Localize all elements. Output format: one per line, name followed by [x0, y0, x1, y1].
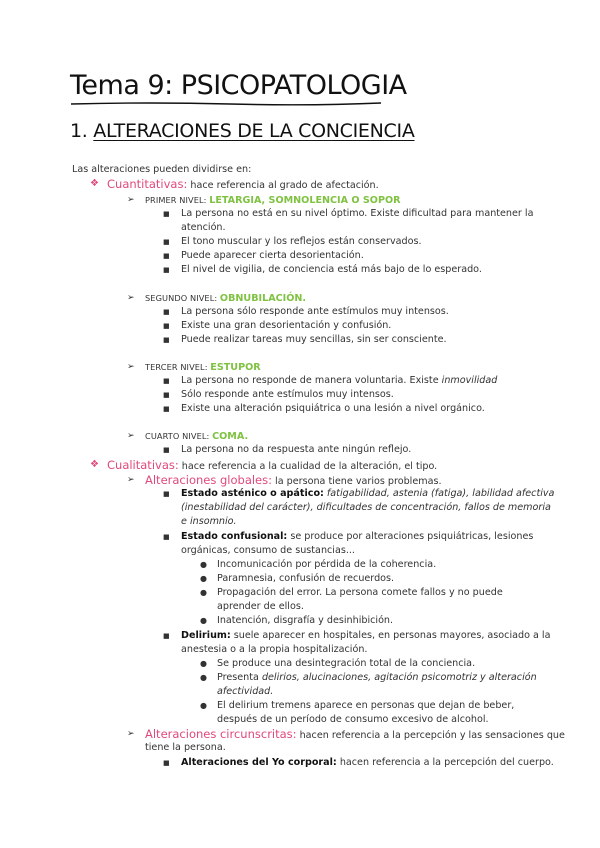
confusional-line-1: Estado confusional: se produce por alteraciones psiquiátricas, lesiones [181, 531, 534, 542]
dot-bullet-icon: ● [200, 560, 207, 569]
section-number: 1. [70, 120, 88, 142]
list-item: Existe una alteración psiquiátrica o una lesión a nivel orgánico. [181, 403, 485, 414]
astenico-line-1: Estado asténico o apático: fatigabilidad, astenia (fatiga), labilidad afectiva [181, 488, 555, 499]
cuantitativas-line: Cuantitativas: hace referencia al grado de afectación. [107, 177, 379, 191]
cualitativas-line: Cualitativas: hace referencia a la cualidad de la alteración, el tipo. [107, 458, 438, 472]
level-3-heading: TERCER NIVEL: ESTUPOR [145, 362, 261, 373]
dot-bullet-icon: ● [200, 673, 207, 682]
square-bullet-icon: ■ [163, 336, 170, 344]
square-bullet-icon: ■ [163, 405, 170, 413]
level-2-heading: SEGUNDO NIVEL: OBNUBILACIÓN. [145, 293, 307, 304]
square-bullet-icon: ■ [163, 308, 170, 316]
list-item: Existe una gran desorientación y confusión. [181, 320, 392, 331]
arrow-bullet-icon: ➢ [127, 475, 135, 485]
list-item: La persona no da respuesta ante ningún reflejo. [181, 444, 412, 455]
astenico-line-3: e insomnio. [181, 516, 237, 527]
list-item: Se produce una desintegración total de la conciencia. [217, 658, 476, 669]
list-item: La persona no está en su nivel óptimo. Existe dificultad para mantener la [181, 208, 534, 219]
arrow-bullet-icon: ➢ [127, 362, 135, 372]
list-item-cont: afectividad. [217, 686, 274, 697]
list-item: El delirium tremens aparece en personas que dejan de beber, [217, 700, 515, 711]
square-bullet-icon: ■ [163, 391, 170, 399]
section-heading [70, 120, 415, 142]
square-bullet-icon: ■ [163, 490, 170, 498]
circunscritas-line-1: Alteraciones circunscritas: hacen referencia a la percepción y las sensaciones que [145, 727, 565, 741]
square-bullet-icon: ■ [163, 252, 170, 260]
square-bullet-icon: ■ [163, 322, 170, 330]
circunscritas-line-2: tiene la persona. [145, 742, 226, 753]
list-item: Propagación del error. La persona comete fallos y no puede [217, 587, 503, 598]
level-1-heading: PRIMER NIVEL: LETARGIA, SOMNOLENCIA O SOPOR [145, 195, 401, 206]
diamond-bullet-icon: ❖ [90, 178, 99, 189]
arrow-bullet-icon: ➢ [127, 431, 135, 441]
arrow-bullet-icon: ➢ [127, 293, 135, 303]
astenico-line-2: (inestabilidad del carácter), dificultades de concentración, fallos de memoria [181, 502, 551, 513]
cualitativas-label: Cualitativas: [107, 458, 179, 472]
square-bullet-icon: ■ [163, 238, 170, 246]
list-item-cont: aprender de ellos. [217, 601, 304, 612]
list-item: Paramnesia, confusión de recuerdos. [217, 573, 395, 584]
globales-line: Alteraciones globales: la persona tiene varios problemas. [145, 473, 442, 487]
square-bullet-icon: ■ [163, 533, 170, 541]
list-item: Inatención, disgrafía y desinhibición. [217, 615, 394, 626]
page-title: Tema 9: PSICOPATOLOGIA [70, 70, 407, 101]
list-item: Puede aparecer cierta desorientación. [181, 250, 364, 261]
confusional-line-2: orgánicas, consumo de sustancias... [181, 545, 355, 556]
square-bullet-icon: ■ [163, 632, 170, 640]
dot-bullet-icon: ● [200, 588, 207, 597]
diamond-bullet-icon: ❖ [90, 459, 99, 470]
delirium-line-2: anestesia o a la propia hospitalización. [181, 644, 368, 655]
dot-bullet-icon: ● [200, 701, 207, 710]
square-bullet-icon: ■ [163, 446, 170, 454]
list-item: Sólo responde ante estímulos muy intensos. [181, 389, 394, 400]
delirium-line-1: Delirium: suele aparecer en hospitales, en personas mayores, asociado a la [181, 630, 551, 641]
list-item: El nivel de vigilia, de conciencia está más bajo de lo esperado. [181, 264, 482, 275]
dot-bullet-icon: ● [200, 616, 207, 625]
dot-bullet-icon: ● [200, 574, 207, 583]
title-underline [70, 101, 382, 109]
cuantitativas-label: Cuantitativas: [107, 177, 188, 191]
dot-bullet-icon: ● [200, 659, 207, 668]
list-item-cont: después de un período de consumo excesivo de alcohol. [217, 714, 489, 725]
section-title: ALTERACIONES DE LA CONCIENCIA [93, 120, 415, 142]
square-bullet-icon: ■ [163, 266, 170, 274]
list-item: Presenta delirios, alucinaciones, agitación psicomotriz y alteración [217, 672, 537, 683]
arrow-bullet-icon: ➢ [127, 195, 135, 205]
level-4-heading: CUARTO NIVEL: COMA. [145, 431, 249, 442]
square-bullet-icon: ■ [163, 210, 170, 218]
arrow-bullet-icon: ➢ [127, 729, 135, 739]
list-item: Incomunicación por pérdida de la coherencia. [217, 559, 437, 570]
square-bullet-icon: ■ [163, 377, 170, 385]
yo-corporal-line: Alteraciones del Yo corporal: hacen referencia a la percepción del cuerpo. [181, 757, 554, 768]
square-bullet-icon: ■ [163, 759, 170, 767]
intro-text: Las alteraciones pueden dividirse en: [72, 164, 252, 175]
list-item: La persona sólo responde ante estímulos muy intensos. [181, 306, 449, 317]
list-item-cont: atención. [181, 222, 226, 233]
list-item: El tono muscular y los reflejos están conservados. [181, 236, 422, 247]
list-item: Puede realizar tareas muy sencillas, sin ser consciente. [181, 334, 447, 345]
list-item: La persona no responde de manera voluntaria. Existe inmovilidad [181, 375, 498, 386]
